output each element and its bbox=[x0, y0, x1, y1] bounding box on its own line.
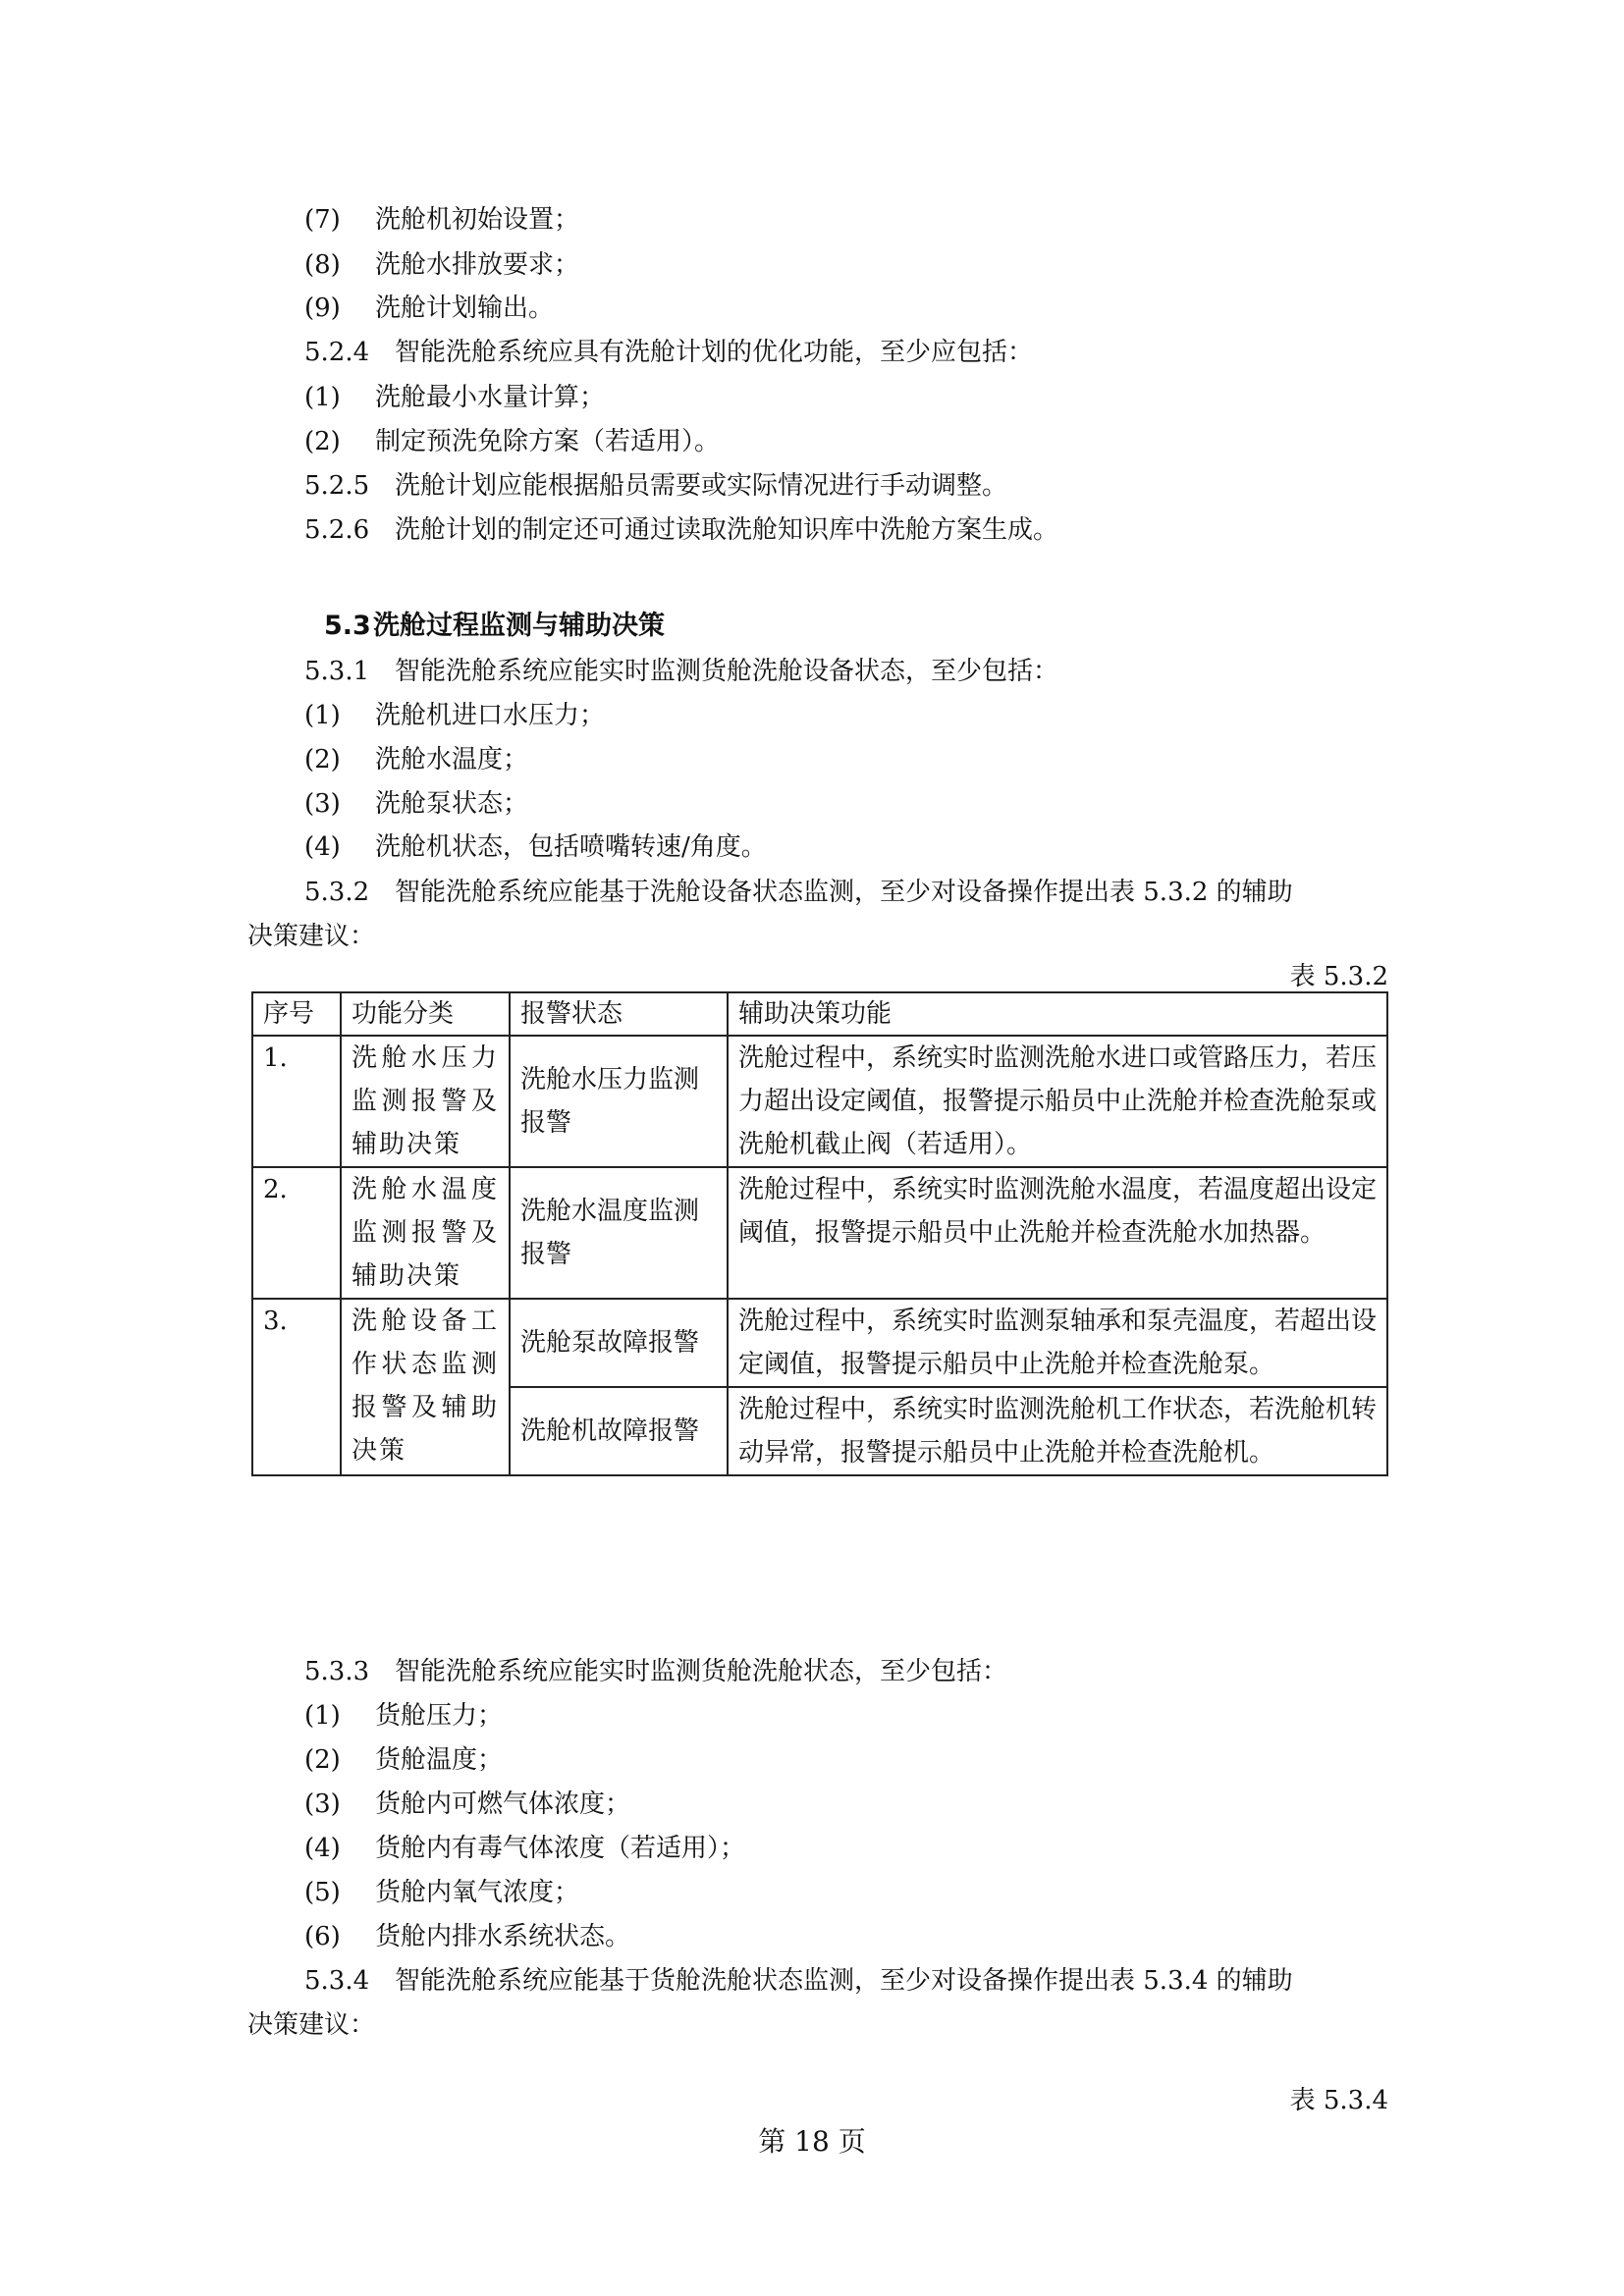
list-item: (2) 货舱温度； bbox=[304, 1745, 504, 1775]
table-caption: 表 5.3.2 bbox=[1289, 962, 1388, 991]
cell-function: 洗舱过程中，系统实时监测泵轴承和泵壳温度，若超出设定阈值，报警提示船员中止洗舱并检查洗舱泵。 bbox=[728, 1299, 1387, 1387]
table-row bbox=[252, 1299, 1387, 1387]
list-item: (4) 洗舱机状态，包括喷嘴转速/角度。 bbox=[304, 832, 767, 862]
list-item: (4) 货舱内有毒气体浓度（若适用）； bbox=[304, 1834, 746, 1863]
list-item: (1) 洗舱最小水量计算； bbox=[304, 383, 606, 412]
cell-category: 洗舱水压力监测报警及辅助决策 bbox=[341, 1036, 510, 1167]
list-item: (8) 洗舱水排放要求； bbox=[304, 250, 580, 280]
table-header-row bbox=[252, 992, 1387, 1036]
clause-5-2-6: 5.2.6 洗舱计划的制定还可通过读取洗舱知识库中洗舱方案生成。 bbox=[304, 515, 1059, 545]
cell-category: 洗舱水温度监测报警及辅助决策 bbox=[341, 1167, 510, 1299]
cell-alarm: 洗舱水压力监测报警 bbox=[510, 1036, 728, 1167]
list-item: (3) 洗舱泵状态； bbox=[304, 789, 529, 819]
clause-5-3-1: 5.3.1 智能洗舱系统应能实时监测货舱洗舱设备状态，至少包括： bbox=[304, 657, 1059, 686]
cell-alarm: 洗舱水温度监测报警 bbox=[510, 1167, 728, 1299]
list-item: (5) 货舱内氧气浓度； bbox=[304, 1878, 580, 1907]
cell-alarm: 洗舱机故障报警 bbox=[510, 1387, 728, 1475]
list-item: (9) 洗舱计划输出。 bbox=[304, 294, 555, 323]
list-item: (2) 制定预洗免除方案（若适用）。 bbox=[304, 427, 721, 456]
header-cell: 报警状态 bbox=[510, 992, 728, 1036]
table-row bbox=[252, 1167, 1387, 1299]
clause-5-3-2-cont: 决策建议： bbox=[247, 922, 376, 951]
list-item: (2) 洗舱水温度； bbox=[304, 745, 529, 774]
header-cell: 功能分类 bbox=[341, 992, 510, 1036]
cell-function: 洗舱过程中，系统实时监测洗舱水进口或管路压力，若压力超出设定阈值，报警提示船员中止洗舱并检查洗舱泵或洗舱机截止阀（若适用）。 bbox=[728, 1036, 1387, 1167]
clause-5-3-3: 5.3.3 智能洗舱系统应能实时监测货舱洗舱状态，至少包括： bbox=[304, 1657, 1008, 1686]
clause-5-3-2: 5.3.2 智能洗舱系统应能基于洗舱设备状态监测，至少对设备操作提出表 5.3.2 的辅助 bbox=[304, 878, 1293, 907]
header-cell: 序号 bbox=[252, 992, 341, 1036]
cell-function: 洗舱过程中，系统实时监测洗舱水温度，若温度超出设定阈值，报警提示船员中止洗舱并检查洗舱水加热器。 bbox=[728, 1167, 1387, 1299]
table-caption: 表 5.3.4 bbox=[1289, 2086, 1388, 2115]
clause-5-2-5: 5.2.5 洗舱计划应能根据船员需要或实际情况进行手动调整。 bbox=[304, 471, 1008, 501]
table-5-3-2 bbox=[251, 991, 1388, 1476]
cell-no: 1. bbox=[252, 1036, 341, 1167]
list-item: (6) 货舱内排水系统状态。 bbox=[304, 1922, 631, 1951]
list-item: (1) 洗舱机进口水压力； bbox=[304, 701, 606, 730]
clause-5-3-4-cont: 决策建议： bbox=[247, 2010, 376, 2040]
clause-5-3-4: 5.3.4 智能洗舱系统应能基于货舱洗舱状态监测，至少对设备操作提出表 5.3.4 的辅助 bbox=[304, 1966, 1293, 1996]
table-row bbox=[252, 1036, 1387, 1167]
cell-category: 洗舱设备工作状态监测报警及辅助决策 bbox=[341, 1299, 510, 1475]
cell-alarm: 洗舱泵故障报警 bbox=[510, 1299, 728, 1387]
list-item: (7) 洗舱机初始设置； bbox=[304, 205, 580, 235]
clause-5-2-4: 5.2.4 智能洗舱系统应具有洗舱计划的优化功能，至少应包括： bbox=[304, 338, 1034, 367]
list-item: (1) 货舱压力； bbox=[304, 1701, 504, 1731]
list-item: (3) 货舱内可燃气体浓度； bbox=[304, 1789, 631, 1819]
header-cell: 辅助决策功能 bbox=[728, 992, 1387, 1036]
cell-no: 2. bbox=[252, 1167, 341, 1299]
cell-function: 洗舱过程中，系统实时监测洗舱机工作状态，若洗舱机转动异常，报警提示船员中止洗舱并检查洗舱机。 bbox=[728, 1387, 1387, 1475]
section-heading: 5.3洗舱过程监测与辅助决策 bbox=[324, 611, 665, 641]
page-number: 第 18 页 bbox=[758, 2125, 866, 2158]
cell-no: 3. bbox=[252, 1299, 341, 1475]
